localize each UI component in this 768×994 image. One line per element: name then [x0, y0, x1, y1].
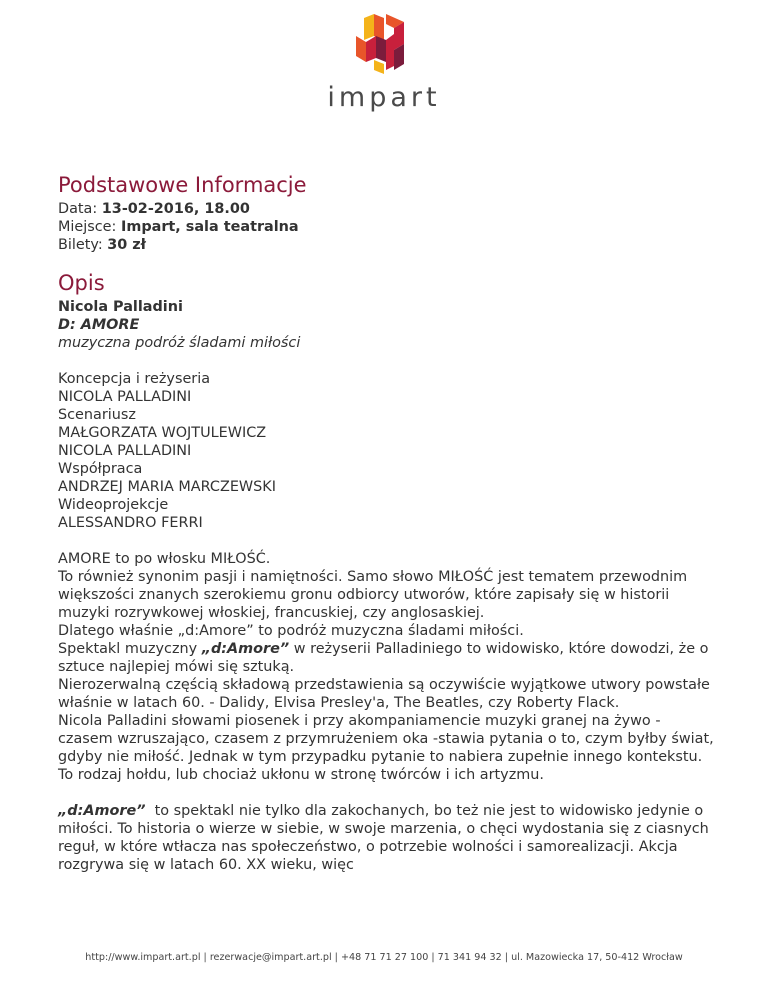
credit-line: Współpraca — [58, 461, 143, 477]
credit-line: ANDRZEJ MARIA MARCZEWSKI — [58, 479, 276, 495]
tickets-value: 30 zł — [107, 237, 147, 253]
show-title-emphasis: „d:Amore” — [201, 641, 290, 657]
credit-line: Wideoprojekcje — [58, 497, 169, 513]
date-row — [58, 200, 718, 218]
tickets-label: Bilety: — [58, 237, 103, 253]
date-value: 13-02-2016, 18.00 — [101, 201, 250, 217]
show-subtitle — [58, 334, 718, 352]
desc-text: to spektakl nie tylko dla zakochanych, bo też nie jest to widowisko jedynie o miłości. To historia o wierze w siebie, w swoje marzenia, o chęci wydostania się z ciasnych reguł, w które wtłacza nas społeczeństwo, o potrzebie wolności i samorealizacji. Akcja rozgrywa się w latach 60. XX wieku, więc — [58, 803, 714, 873]
tickets-row — [58, 236, 718, 254]
desc-paragraph: Dlatego właśnie „d:Amore” to podróż muzyczna śladami miłości. — [58, 623, 524, 639]
show-title — [58, 316, 718, 334]
description-heading: Opis — [58, 271, 105, 295]
credit-line: NICOLA PALLADINI — [58, 443, 192, 459]
desc-paragraph — [58, 640, 718, 676]
impart-logo-icon — [356, 14, 412, 74]
credit-line: NICOLA PALLADINI — [58, 389, 192, 405]
desc-paragraph — [58, 802, 718, 874]
logo-wordmark: impart — [327, 82, 441, 113]
show-title-text: D: AMORE — [58, 317, 140, 333]
author-text: Nicola Palladini — [58, 299, 183, 315]
credit-line: Koncepcja i reżyseria — [58, 371, 211, 387]
footer-contact: http://www.impart.art.pl | rezerwacje@impart.art.pl | +48 71 71 27 100 | 71 341 94 32 | ul. Mazowiecka 17, 50-412 Wrocław — [85, 952, 683, 963]
credit-line: ALESSANDRO FERRI — [58, 515, 203, 531]
place-label: Miejsce: — [58, 219, 117, 235]
event-content — [58, 170, 718, 874]
show-subtitle-text: muzyczna podróż śladami miłości — [58, 335, 301, 351]
desc-text: Spektakl muzyczny — [58, 641, 202, 657]
desc-paragraph: Nierozerwalną częścią składową przedstawienia są oczywiście wyjątkowe utwory powstałe właśnie w latach 60. - Dalidy, Elvisa Presley'a, The Beatles, czy Roberty Flack. — [58, 677, 710, 711]
author-name — [58, 298, 718, 316]
desc-paragraph: AMORE to po włosku MIŁOŚĆ. — [58, 551, 271, 567]
date-label: Data: — [58, 201, 98, 217]
show-title-emphasis: „d:Amore” — [58, 803, 146, 819]
credit-line: Scenariusz — [58, 407, 136, 423]
basic-info-heading: Podstawowe Informacje — [58, 173, 307, 197]
desc-paragraph: To również synonim pasji i namiętności. Samo słowo MIŁOŚĆ jest tematem przewodnim większości znanych szerokiemu gronu odbiorcy utworów, które zapisały się w historii muzyki rozrywkowej włoskiej, francuskiej, czy anglosaskiej. — [58, 569, 688, 621]
desc-paragraph: Nicola Palladini słowami piosenek i przy akompaniamencie muzyki granej na żywo - czasem wzruszająco, czasem z przymrużeniem oka -stawia pytania o to, czym byłby świat, gdyby nie miłość. Jednak w tym przypadku pytanie to nabiera zupełnie innego kontekstu. To rodzaj hołdu, lub chociaż ukłonu w stronę twórców i ich artyzmu. — [58, 713, 714, 783]
place-row — [58, 218, 718, 236]
desc-text: w reżyserii Palladiniego to widowisko, które dowodzi, że o sztuce najlepiej mówi się sztuką. — [58, 641, 709, 675]
credit-line: MAŁGORZATA WOJTULEWICZ — [58, 425, 267, 441]
place-value: Impart, sala teatralna — [120, 219, 299, 235]
